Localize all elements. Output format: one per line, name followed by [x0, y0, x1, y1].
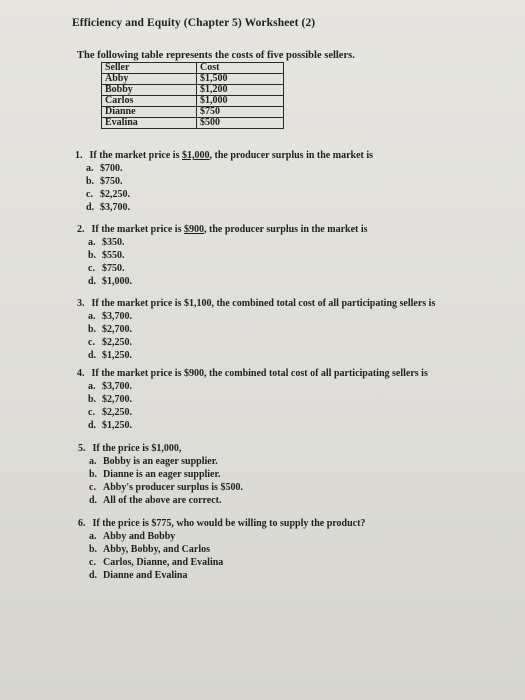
question-stem: [77, 223, 368, 236]
seller-cost: $1,200: [197, 85, 284, 96]
question-stem: [78, 442, 243, 455]
seller-name: Dianne: [102, 107, 197, 118]
question-stem: [77, 367, 428, 380]
question-6: [78, 517, 365, 582]
question-stem: [75, 149, 373, 162]
option-d: d. $1,250.: [88, 420, 132, 431]
table-intro: The following table represents the costs of five possible sellers.: [77, 50, 355, 61]
header-cost: Cost: [197, 63, 284, 74]
option-b: b. $750.: [86, 176, 123, 187]
question-number: 2.: [77, 224, 85, 235]
question-number: 5.: [78, 443, 86, 454]
option-d: d. $1,000.: [88, 276, 132, 287]
option-a: a. $3,700.: [88, 311, 132, 322]
question-number: 1.: [75, 150, 83, 161]
option-a: a. $3,700.: [88, 381, 132, 392]
option-d: d. Dianne and Evalina: [89, 570, 188, 581]
option-c: c. Carlos, Dianne, and Evalina: [89, 557, 224, 568]
seller-cost: $1,500: [197, 74, 284, 85]
seller-name: Carlos: [102, 96, 197, 107]
table-row: [102, 107, 284, 118]
header-seller: Seller: [102, 63, 197, 74]
option-a: a. $350.: [88, 237, 125, 248]
stem-text: If the price is $775, who would be willing to supply the product?: [92, 518, 366, 529]
seller-name: Bobby: [102, 85, 197, 96]
option-c: c. $750.: [88, 263, 125, 274]
table-row: [102, 96, 284, 107]
option-b: b. $2,700.: [88, 324, 132, 335]
seller-name: Abby: [102, 74, 197, 85]
table-row: [102, 118, 284, 129]
option-b: b. $2,700.: [88, 394, 132, 405]
stem-text: If the market price is $1,100, the combined total cost of all participating sellers is: [91, 298, 436, 309]
question-2: [77, 223, 368, 288]
seller-cost-table: [101, 62, 284, 129]
stem-text-end: , the producer surplus in the market is: [203, 224, 368, 235]
stem-underlined: $900: [183, 224, 204, 235]
seller-cost: $750: [197, 107, 284, 118]
stem-text: If the price is $1,000,: [92, 443, 182, 454]
option-b: b. Dianne is an eager supplier.: [89, 469, 221, 480]
stem-text-end: , the producer surplus in the market is: [209, 150, 374, 161]
question-number: 6.: [78, 518, 86, 529]
table-header-row: [102, 63, 284, 74]
option-a: a. Abby and Bobby: [89, 531, 176, 542]
stem-underlined: $1,000: [181, 150, 210, 161]
option-a: a. $700.: [86, 163, 123, 174]
option-c: c. Abby's producer surplus is $500.: [89, 482, 243, 493]
option-d: d. $1,250.: [88, 350, 132, 361]
option-d: d. $3,700.: [86, 202, 130, 213]
stem-text: If the market price is: [91, 224, 184, 235]
option-a: a. Bobby is an eager supplier.: [89, 456, 218, 467]
seller-cost: $500: [197, 118, 284, 129]
page-title: Efficiency and Equity (Chapter 5) Worksheet (2): [72, 17, 316, 29]
option-b: b. Abby, Bobby, and Carlos: [89, 544, 210, 555]
option-c: c. $2,250.: [88, 407, 132, 418]
option-d: d. All of the above are correct.: [89, 495, 222, 506]
option-c: c. $2,250.: [86, 189, 130, 200]
seller-name: Evalina: [102, 118, 197, 129]
question-number: 3.: [77, 298, 85, 309]
question-5: [78, 442, 243, 507]
table-row: [102, 74, 284, 85]
question-stem: [77, 297, 435, 310]
table-row: [102, 85, 284, 96]
question-stem: [78, 517, 365, 530]
option-c: c. $2,250.: [88, 337, 132, 348]
seller-cost: $1,000: [197, 96, 284, 107]
question-1: [75, 149, 373, 214]
stem-text: If the market price is $900, the combined total cost of all participating sellers is: [91, 368, 428, 379]
question-number: 4.: [77, 368, 85, 379]
question-4: [77, 367, 428, 432]
question-3: [77, 297, 435, 362]
option-b: b. $550.: [88, 250, 125, 261]
stem-text: If the market price is: [89, 150, 182, 161]
